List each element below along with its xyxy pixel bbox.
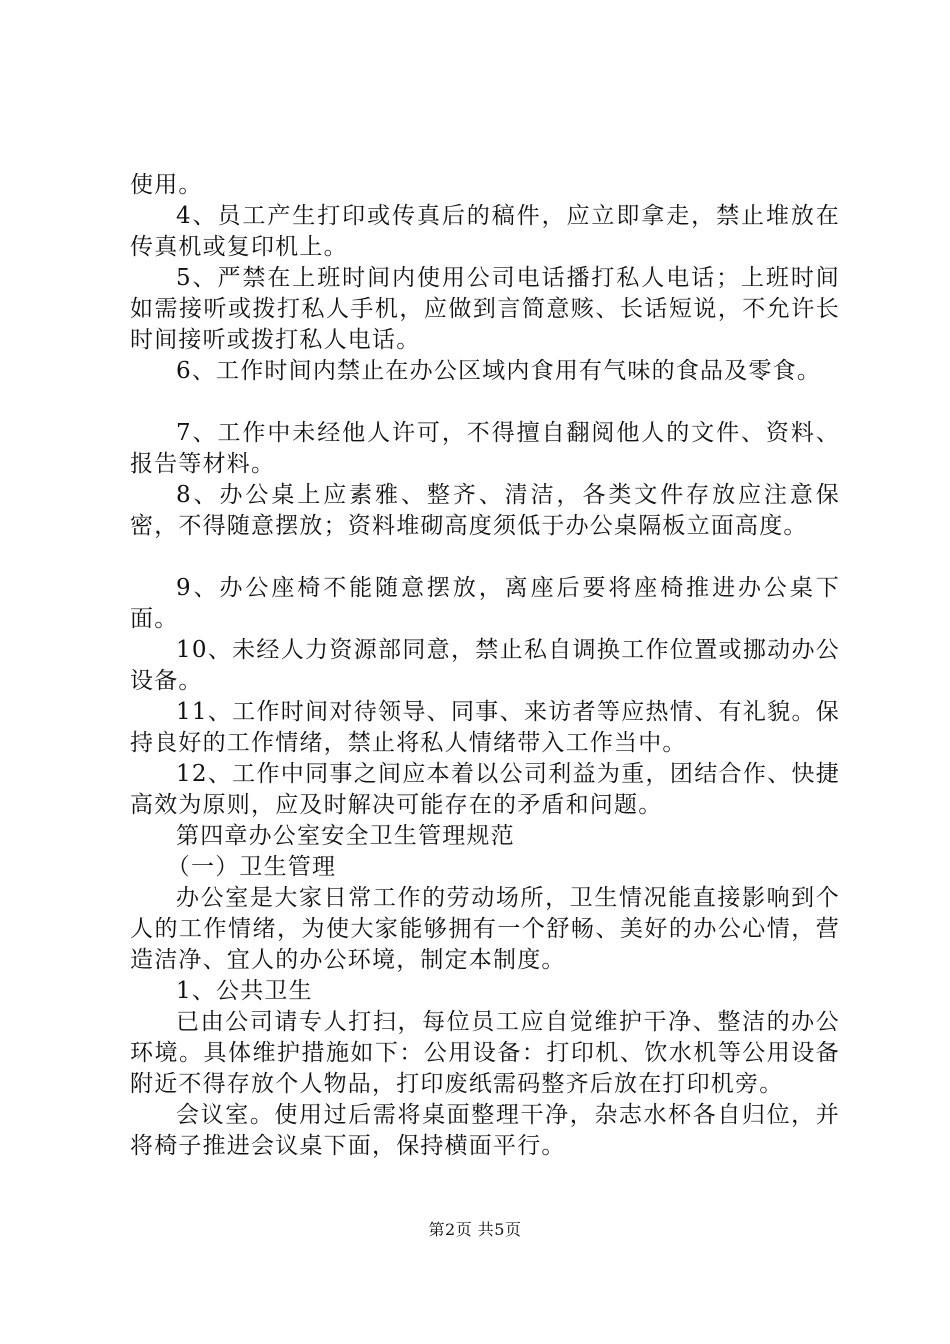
paragraph-public-hygiene: 已由公司请专人打扫，每位员工应自觉维护干净、整洁的办公环境。具体维护措施如下：公用设备：打印机、饮水机等公用设备附近不得存放个人物品，打印废纸需码整齐后放在打印机旁。 [130, 1009, 840, 1097]
document-body [130, 170, 840, 1162]
paragraph-item-5: 5、严禁在上班时间内使用公司电话播打私人电话；上班时间如需接听或拨打私人手机，应做到言简意赅、长话短说，不允许长时间接听或拨打私人电话。 [130, 265, 840, 353]
paragraph-item-10: 10、未经人力资源部同意，禁止私自调换工作位置或挪动办公设备。 [130, 637, 840, 694]
paragraph-item-9: 9、办公座椅不能随意摆放，离座后要将座椅推进办公桌下面。 [130, 575, 840, 632]
paragraph-item-8: 8、办公桌上应素雅、整齐、清洁，各类文件存放应注意保密，不得随意摆放；资料堆砌高度须低于办公桌隔板立面高度。 [130, 482, 840, 539]
paragraph-item-11: 11、工作时间对待领导、同事、来访者等应热情、有礼貌。保持良好的工作情绪，禁止将私人情绪带入工作当中。 [130, 699, 840, 756]
paragraph-item-4: 4、员工产生打印或传真后的稿件，应立即拿走，禁止堆放在传真机或复印机上。 [130, 203, 840, 260]
paragraph-intro: 办公室是大家日常工作的劳动场所，卫生情况能直接影响到个人的工作情绪，为使大家能够拥有一个舒畅、美好的办公心情，营造洁净、宜人的办公环境，制定本制度。 [130, 885, 840, 973]
paragraph-item-12: 12、工作中同事之间应本着以公司利益为重，团结合作、快捷高效为原则，应及时解决可能存在的矛盾和问题。 [130, 761, 840, 818]
paragraph-item-6: 6、工作时间内禁止在办公区域内食用有气味的食品及零食。 [176, 358, 822, 384]
paragraph-continuation: 使用。 [130, 172, 203, 198]
paragraph-item-7: 7、工作中未经他人许可，不得擅自翻阅他人的文件、资料、报告等材料。 [130, 420, 840, 477]
subsection-heading: 1、公共卫生 [176, 978, 313, 1004]
section-heading: （一）卫生管理 [166, 854, 337, 880]
page-footer: 第2页 共5页 [428, 1220, 522, 1239]
paragraph-meeting-room: 会议室。使用过后需将桌面整理干净，杂志水杯各自归位，并将椅子推进会议桌下面，保持横面平行。 [130, 1102, 840, 1159]
chapter-heading: 第四章办公室安全卫生管理规范 [176, 823, 515, 849]
